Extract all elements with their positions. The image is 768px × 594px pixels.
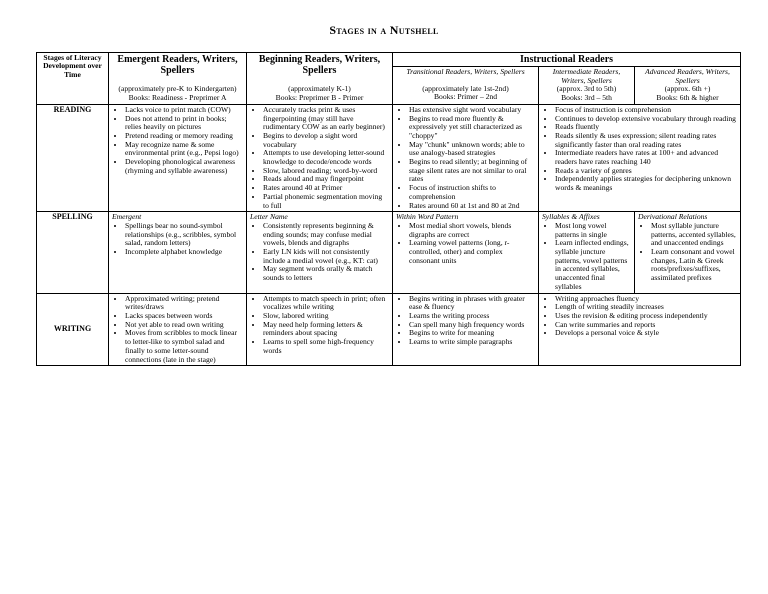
- bullet-item: • Reads silently & uses expression; silent reading rates significantly faster than oral reading rates: [555, 132, 737, 149]
- writing-inter-adv-cell: [539, 293, 741, 366]
- stages-header-cell: [37, 53, 109, 105]
- bullet-item: • Develops a personal voice & style: [555, 329, 737, 338]
- writing-emergent-list: [112, 295, 243, 365]
- reading-emergent-list: [112, 106, 243, 176]
- bullet-item: • Consistently represents beginning & ending sounds; may confuse medial vowels, blends and digraphs: [263, 222, 389, 248]
- emergent-books: Books: Readiness - Preprimer A: [128, 92, 227, 102]
- bullet-item: • Incomplete alphabet knowledge: [125, 248, 243, 257]
- bullet-item: • Begins to write for meaning: [409, 329, 535, 338]
- writing-transitional-cell: [393, 293, 539, 366]
- bullet-item: • Rates around 60 at 1st and 80 at 2nd: [409, 202, 535, 211]
- reading-row: [37, 104, 741, 211]
- bullet-item: • Learns to spell some high-frequency words: [263, 338, 389, 355]
- transitional-books: Books: Primer – 2nd: [433, 92, 498, 102]
- bullet-item: • Developing phonological awareness (rhyming and syllable awareness): [125, 158, 243, 175]
- writing-beginning-cell: [247, 293, 393, 366]
- spelling-stage-letter-name: Letter Name: [250, 212, 288, 222]
- spelling-intermediate-list: [542, 222, 631, 292]
- bullet-item: • Begins writing in phrases with greater ease & fluency: [409, 295, 535, 312]
- bullet-item: • Early LN kids will not consistently include a medial vowel (e.g., KT: cat): [263, 248, 389, 265]
- spelling-stage-emergent: Emergent: [112, 212, 142, 222]
- reading-inter-adv-list: [542, 106, 737, 193]
- emergent-title: Emergent Readers, Writers, Spellers: [117, 54, 238, 76]
- bullet-item: • Spellings bear no sound-symbol relationships (e.g., scribbles, symbol salad, random letters): [125, 222, 243, 248]
- bullet-item: • Rates around 40 at Primer: [263, 184, 389, 193]
- bullet-item: • Not yet able to read own writing: [125, 321, 243, 330]
- bullet-item: • Slow, labored reading; word-by-word: [263, 167, 389, 176]
- reading-beginning-list: [250, 106, 389, 210]
- writing-row-label: WRITING: [37, 293, 109, 366]
- bullet-item: • May need help forming letters & reminders about spacing: [263, 321, 389, 338]
- bullet-item: • Can write summaries and reports: [555, 321, 737, 330]
- intermediate-header-cell: [539, 67, 635, 105]
- bullet-item: • Attempts to use developing letter-sound knowledge to decode/encode words: [263, 149, 389, 166]
- spelling-row: [37, 212, 741, 293]
- intermediate-books: Books: 3rd – 5th: [561, 93, 612, 103]
- reading-transitional-list: [396, 106, 535, 210]
- bullet-item: • May recognize name & some environmental print (e.g., Pepsi logo): [125, 141, 243, 158]
- beginning-age: (approximately K-1): [288, 84, 351, 93]
- bullet-item: • Writing approaches fluency: [555, 295, 737, 304]
- bullet-item: • Most syllable juncture patterns, accented syllables, and unaccented endings: [651, 222, 737, 248]
- transitional-title: Transitional Readers, Writers, Spellers: [406, 67, 525, 76]
- bullet-item: • Accurately tracks print & uses fingerpointing (may still have rudimentary COW as an early beginner): [263, 106, 389, 132]
- bullet-item: • Does not attend to print in books; relies heavily on pictures: [125, 115, 243, 132]
- bullet-item: • Lacks spaces between words: [125, 312, 243, 321]
- bullet-item: • Slow, labored writing: [263, 312, 389, 321]
- writing-row: [37, 293, 741, 366]
- reading-row-label: READING: [37, 104, 109, 211]
- intermediate-age: (approx. 3rd to 5th): [556, 84, 617, 94]
- bullet-item: • Independently applies strategies for deciphering unknown words & meanings: [555, 175, 737, 192]
- bullet-item: • Reads fluently: [555, 123, 737, 132]
- bullet-item: • Most long vowel patterns in single: [555, 222, 631, 239]
- spelling-stage-syllables: Syllables & Affixes: [542, 212, 600, 222]
- advanced-header-cell: [635, 67, 741, 105]
- bullet-item: • Pretend reading or memory reading: [125, 132, 243, 141]
- intermediate-title: Intermediate Readers, Writers, Spellers: [552, 67, 621, 85]
- beginning-header-cell: [247, 53, 393, 105]
- transitional-age: (approximately late 1st-2nd): [422, 83, 509, 93]
- reading-beginning-cell: [247, 104, 393, 211]
- stages-label: Stages of Literacy Development over Time: [43, 53, 102, 79]
- spelling-beginning-cell: [247, 212, 393, 293]
- bullet-item: • Begins to read more fluently & expressively yet still characterized as "choppy": [409, 115, 535, 141]
- reading-transitional-cell: [393, 104, 539, 211]
- instructional-header-cell: [393, 53, 741, 67]
- bullet-item: • Attempts to match speech in print; often vocalizes while writing: [263, 295, 389, 312]
- spelling-emergent-list: [112, 222, 243, 257]
- bullet-item: • Approximated writing; pretend writes/draws: [125, 295, 243, 312]
- bullet-item: • Focus of instruction is comprehension: [555, 106, 737, 115]
- spelling-intermediate-cell: [539, 212, 635, 293]
- beginning-title: Beginning Readers, Writers, Spellers: [258, 54, 381, 76]
- bullet-item: • Learns the writing process: [409, 312, 535, 321]
- bullet-item: • Partial phonemic segmentation moving to full: [263, 193, 389, 210]
- reading-inter-adv-cell: [539, 104, 741, 211]
- bullet-item: • Lacks voice to print match (COW): [125, 106, 243, 115]
- bullet-item: • Moves from scribbles to mock linear to letter-like to symbol salad and finally to some letter-sound connections (late in the stage): [125, 329, 243, 364]
- bullet-item: • May segment words orally & match sounds to letters: [263, 265, 389, 282]
- bullet-item: • Length of writing steadily increases: [555, 303, 737, 312]
- stages-table: [36, 52, 741, 366]
- writing-inter-adv-list: [542, 295, 737, 339]
- spelling-emergent-cell: [109, 212, 247, 293]
- bullet-item: • Most medial short vowels, blends digraphs are correct: [409, 222, 535, 239]
- writing-beginning-list: [250, 295, 389, 356]
- writing-transitional-list: [396, 295, 535, 347]
- bullet-item: • Has extensive sight word vocabulary: [409, 106, 535, 115]
- transitional-header-cell: [393, 67, 539, 105]
- reading-emergent-cell: [109, 104, 247, 211]
- writing-emergent-cell: [109, 293, 247, 366]
- advanced-books: Books: 6th & higher: [656, 93, 719, 103]
- bullet-item: • Learn consonant and vowel changes, Latin & Greek roots/prefixes/suffixes, assimilated prefixes: [651, 248, 737, 283]
- spelling-transitional-list: [396, 222, 535, 266]
- header-row-1: [37, 53, 741, 67]
- bullet-item: • Begins to develop a sight word vocabulary: [263, 132, 389, 149]
- bullet-item: • Learn inflected endings, syllable juncture patterns, vowel patterns in accented syllables, unaccented final syllables: [555, 239, 631, 291]
- emergent-header-cell: [109, 53, 247, 105]
- emergent-age: (approximately pre-K to Kindergarten): [118, 84, 237, 93]
- bullet-item: • Reads a variety of genres: [555, 167, 737, 176]
- spelling-stage-derivational: Derivational Relations: [638, 212, 708, 222]
- bullet-item: • Continues to develop extensive vocabulary through reading: [555, 115, 737, 124]
- page-title: Stages in a Nutshell: [329, 23, 439, 37]
- bullet-item: • Focus of instruction shifts to comprehension: [409, 184, 535, 201]
- spelling-transitional-cell: [393, 212, 539, 293]
- bullet-item: • Reads aloud and may fingerpoint: [263, 175, 389, 184]
- bullet-item: • May "chunk" unknown words; able to use analogy-based strategies: [409, 141, 535, 158]
- spelling-advanced-list: [638, 222, 737, 283]
- bullet-item: • Learns to write simple paragraphs: [409, 338, 535, 347]
- bullet-item: • Uses the revision & editing process independently: [555, 312, 737, 321]
- advanced-title: Advanced Readers, Writers, Spellers: [645, 67, 730, 85]
- bullet-item: • Learning vowel patterns (long, r-controlled, other) and complex consonant units: [409, 239, 535, 265]
- spelling-advanced-cell: [635, 212, 741, 293]
- bullet-item: • Intermediate readers have rates at 100+ and advanced readers have rates reaching 140: [555, 149, 737, 166]
- instructional-title: Instructional Readers: [519, 54, 614, 65]
- bullet-item: • Begins to read silently; at beginning of stage silent rates are not similar to oral rates: [409, 158, 535, 184]
- beginning-books: Books: Preprimer B - Primer: [275, 92, 364, 102]
- bullet-item: • Can spell many high frequency words: [409, 321, 535, 330]
- spelling-row-label: SPELLING: [37, 212, 109, 293]
- advanced-age: (approx. 6th +): [664, 84, 711, 94]
- spelling-stage-within-word: Within Word Pattern: [396, 212, 459, 222]
- spelling-beginning-list: [250, 222, 389, 283]
